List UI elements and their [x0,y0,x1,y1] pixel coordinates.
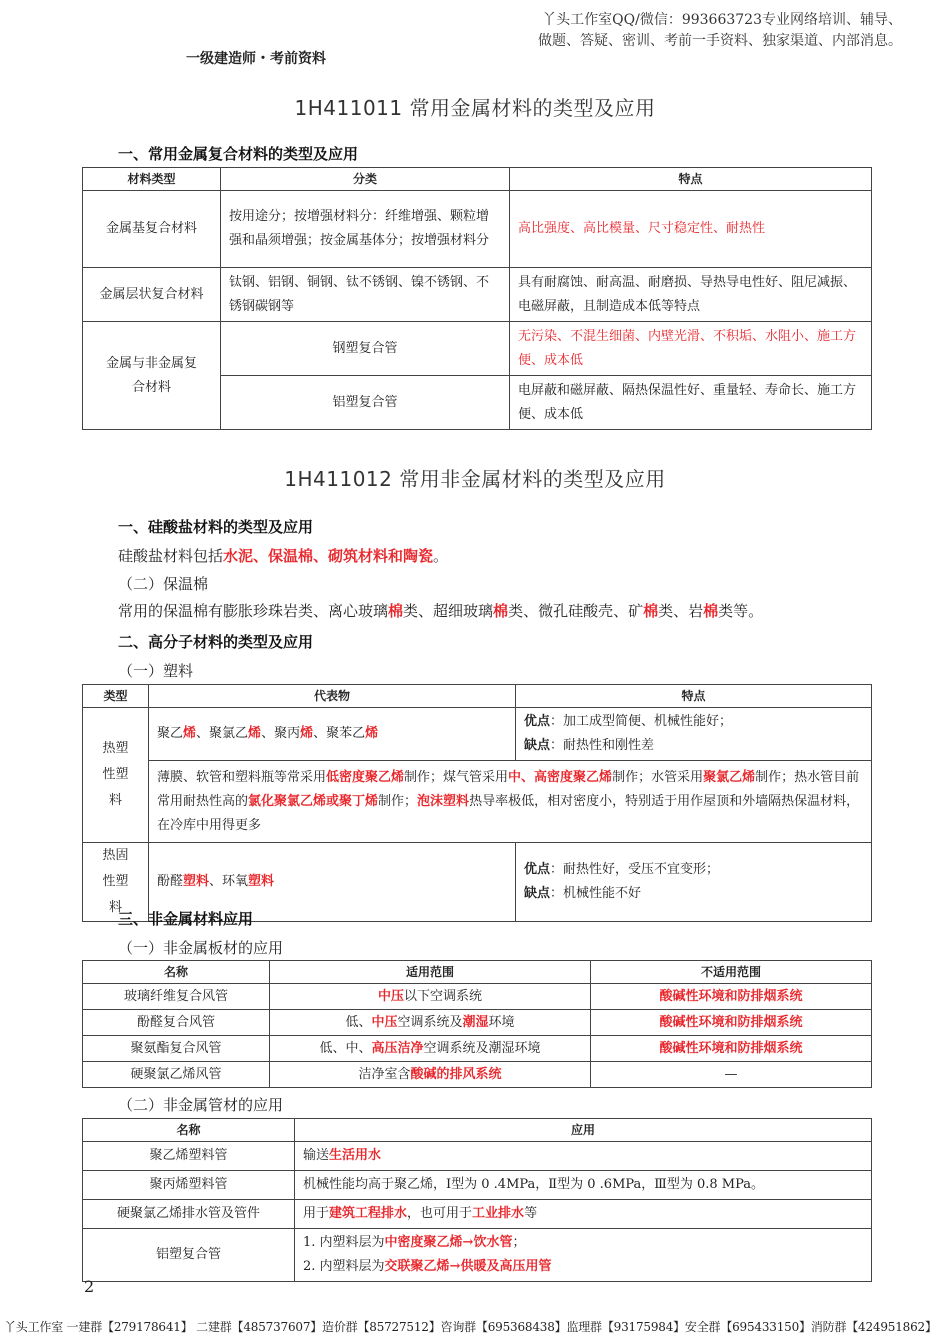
text-span: 热导率极低，相对密度小，特别适于用作屋顶和外墙隔热保温材料，在冷库中用得更多 [157,793,860,833]
highlight-span: 棉 [388,602,404,620]
board-subheading: （一）非金属板材的应用 [118,939,284,957]
insulation-subheading: （二）保温棉 [118,575,209,593]
table-cell [270,1036,591,1062]
highlight-span: 烯 [183,726,197,741]
table-cell: 铝塑复合管 [221,376,510,430]
highlight-span: 烯 [248,726,262,741]
col-header-notscope: 不适用范围 [591,961,872,984]
text-span: ：耐热性好，受压不宜变形； [550,862,720,877]
highlight-span: 建筑工程排水 [329,1206,408,1221]
pipe-table [82,1118,872,1282]
col-header-feature: 特点 [516,685,872,708]
pipe-app-line1 [303,1231,863,1255]
highlight-span: 生活用水 [329,1148,382,1163]
highlight-span: 中压 [371,1014,398,1030]
text-span: 制作；煤气管采用 [404,769,509,785]
table-cell: 酸碱性环境和防排烟系统 [591,1010,872,1036]
table-cell [270,1010,591,1036]
silicate-paragraph [118,545,448,566]
text-span: 制作；水管采用 [612,769,704,785]
disadvantage-label: 缺点 [524,738,551,753]
table-row-name: 玻璃纤维复合风管 [83,984,270,1010]
highlight-span: 棉 [643,602,659,620]
highlight-span: 高压洁净 [371,1040,424,1056]
highlight-span: 工业排水 [472,1206,525,1221]
table-row-name: 聚氨酯复合风管 [83,1036,270,1062]
highlight-span: 交联聚乙烯→供暖及高压用管 [384,1259,552,1274]
table-row-name: 酚醛复合风管 [83,1010,270,1036]
plastic-table [82,684,872,922]
col-header-name: 名称 [83,961,270,984]
text-span: 环境 [488,1014,515,1030]
col-header-class: 分类 [221,168,510,191]
text-span: 类、微孔硅酸壳、矿 [508,602,644,620]
table-cell: 电屏蔽和磁屏蔽、隔热保温性好、重量轻、寿命长、施工方便、成本低 [510,376,872,430]
header-note [538,10,902,52]
highlight-span: 棉 [703,602,719,620]
text-span: 类、超细玻璃 [403,602,494,620]
silicate-heading: 一、硅酸盐材料的类型及应用 [118,518,314,536]
metal-composite-table [82,167,872,430]
highlight-span: 酸碱的排风系统 [410,1066,502,1082]
table-row-name: 硬聚氯乙烯风管 [83,1062,270,1088]
text-span: 类、岩 [658,602,704,620]
text-span: 2. 内塑料层为 [303,1259,385,1274]
table-row-name: 聚乙烯塑料管 [83,1142,295,1171]
board-table [82,960,872,1088]
header-note-line1: 丫头工作室QQ/微信：993663723专业网络培训、辅导、 [542,12,902,28]
table-cell: 金属基复合材料 [83,191,221,268]
table-cell [270,1062,591,1088]
text-span: 、聚丙 [261,726,301,741]
polymer-heading: 二、高分子材料的类型及应用 [118,633,314,651]
text-span: 等 [524,1206,538,1221]
text-span: ：耐热性和刚性差 [550,738,655,753]
text-span: 低、 [345,1014,372,1030]
text-span: 1. 内塑料层为 [303,1235,385,1250]
text-span: 用于 [303,1206,330,1221]
table-cell [516,843,872,922]
text-span: 常用的保温棉有膨胀珍珠岩类、离心玻璃 [118,602,389,620]
col-header-type: 材料类型 [83,168,221,191]
text-span: 、聚苯乙 [313,726,366,741]
text-span: 洁净室含 [358,1066,411,1082]
text-span: 、环氧 [209,874,249,889]
text-span: ，也可用于 [407,1206,473,1221]
highlight-span: 烯 [365,726,379,741]
text-span: ； [512,1235,526,1250]
disadvantage-label: 缺点 [524,886,551,901]
table-cell [149,708,516,761]
insulation-paragraph [118,600,763,621]
highlight-span: 棉 [493,602,509,620]
text-span: 以下空调系统 [404,988,483,1004]
advantage-label: 优点 [524,862,551,877]
table-cell: 钢塑复合管 [221,322,510,376]
text-span: ：加工成型简便、机械性能好； [550,714,733,729]
text-span: 制作；热水管目前常用耐热性高的 [157,769,860,809]
brand-label: 一级建造师・考前资料 [186,51,326,67]
text-span: 、聚氯乙 [196,726,249,741]
text-span: ：机械性能不好 [550,886,642,901]
highlight-span: 烯 [300,726,314,741]
table-cell: 金属层状复合材料 [83,268,221,322]
pipe-app-line2 [303,1255,863,1279]
col-header-type: 类型 [83,685,149,708]
highlight-span: 泡沫塑料 [417,793,470,809]
text-span: 硅酸盐材料包括 [118,547,224,565]
text-span: 聚乙 [157,726,184,741]
col-header-feature: 特点 [510,168,872,191]
advantage-label: 优点 [524,714,551,729]
highlight-span: 塑料 [248,874,275,889]
table-cell: 无污染、不混生细菌、内壁光滑、不积垢、水阻小、施工方便、成本低 [510,322,872,376]
highlight-span: 中密度聚乙烯→饮水管 [384,1235,513,1250]
table-cell [295,1200,872,1229]
table-cell [149,761,872,843]
table-cell: 金属与非金属复合材料 [83,322,221,430]
text-span: 空调系统及 [397,1014,463,1030]
text-span: 酚醛 [157,874,184,889]
highlight-span: 中压 [377,988,404,1004]
table-cell: 酸碱性环境和防排烟系统 [591,984,872,1010]
text-span: 输送 [303,1148,330,1163]
section2-title: 1H411012 常用非金属材料的类型及应用 [284,467,666,491]
table-cell: 钛钢、铝钢、铜钢、钛不锈钢、镍不锈钢、不锈钢碳钢等 [221,268,510,322]
text-span: 。 [433,547,449,565]
section1-title: 1H411011 常用金属材料的类型及应用 [294,96,656,120]
highlight-span: 潮湿 [462,1014,489,1030]
text-span: 制作； [378,793,418,809]
highlight-span: 氯化聚氯乙烯或聚丁烯 [248,793,379,809]
table-cell [516,708,872,761]
col-header-name: 名称 [83,1119,295,1142]
table-cell [295,1229,872,1282]
highlight-span: 中、高密度聚乙烯 [508,769,613,785]
page-number: 2 [84,1277,95,1296]
highlight-span: 塑料 [183,874,210,889]
table-cell: — [591,1062,872,1088]
highlight-span: 水泥、保温棉、砌筑材料和陶瓷 [223,547,434,565]
table-cell: 具有耐腐蚀、耐高温、耐磨损、导热导电性好、阻尼减振、电磁屏蔽，且制造成本低等特点 [510,268,872,322]
table-cell [295,1142,872,1171]
pipe-subheading: （二）非金属管材的应用 [118,1096,284,1114]
table-row-name: 硬聚氯乙烯排水管及管件 [83,1200,295,1229]
plastic-subheading: （一）塑料 [118,662,194,680]
table-cell: 热塑性塑料 [83,708,149,843]
table-cell: 按用途分；按增强材料分：纤维增强、颗粒增强和晶须增强；按金属基体分；按增强材料分 [221,191,510,268]
highlight-span: 低密度聚乙烯 [326,769,405,785]
text-span: 薄膜、软管和塑料瓶等常采用 [157,769,327,785]
text-span: 空调系统及潮湿环境 [423,1040,541,1056]
text-span: 类等。 [718,602,764,620]
header-note-line2: 做题、答疑、密训、考前一手资料、独家渠道、内部消息。 [538,33,902,49]
col-header-scope: 适用范围 [270,961,591,984]
table-cell: 酸碱性环境和防排烟系统 [591,1036,872,1062]
highlight-span: 聚氯乙烯 [703,769,756,785]
table-cell: 热固性塑料 [83,843,149,922]
col-header-rep: 代表物 [149,685,516,708]
nonmetal-heading: 三、非金属材料应用 [118,910,254,928]
text-span: 低、中、 [319,1040,372,1056]
table-cell: 高比强度、高比模量、尺寸稳定性、耐热性 [510,191,872,268]
footer-groups: 丫头工作室 一建群【279178641】 二建群【485737607】造价群【85727512】咨询群【695368438】监理群【93175984】安全群【695433150】消防群【424951862】 [4,1320,937,1334]
table-row-name: 聚丙烯塑料管 [83,1171,295,1200]
text-span: 机械性能均高于聚乙烯，Ⅰ型为 0 .4MPa，Ⅱ型为 0 .6MPa，Ⅲ型为 0.8 MPa。 [303,1177,764,1192]
col-header-app: 应用 [295,1119,872,1142]
section1-heading: 一、常用金属复合材料的类型及应用 [118,145,359,163]
table-row-name: 铝塑复合管 [83,1229,295,1282]
table-cell [270,984,591,1010]
table-cell [295,1171,872,1200]
